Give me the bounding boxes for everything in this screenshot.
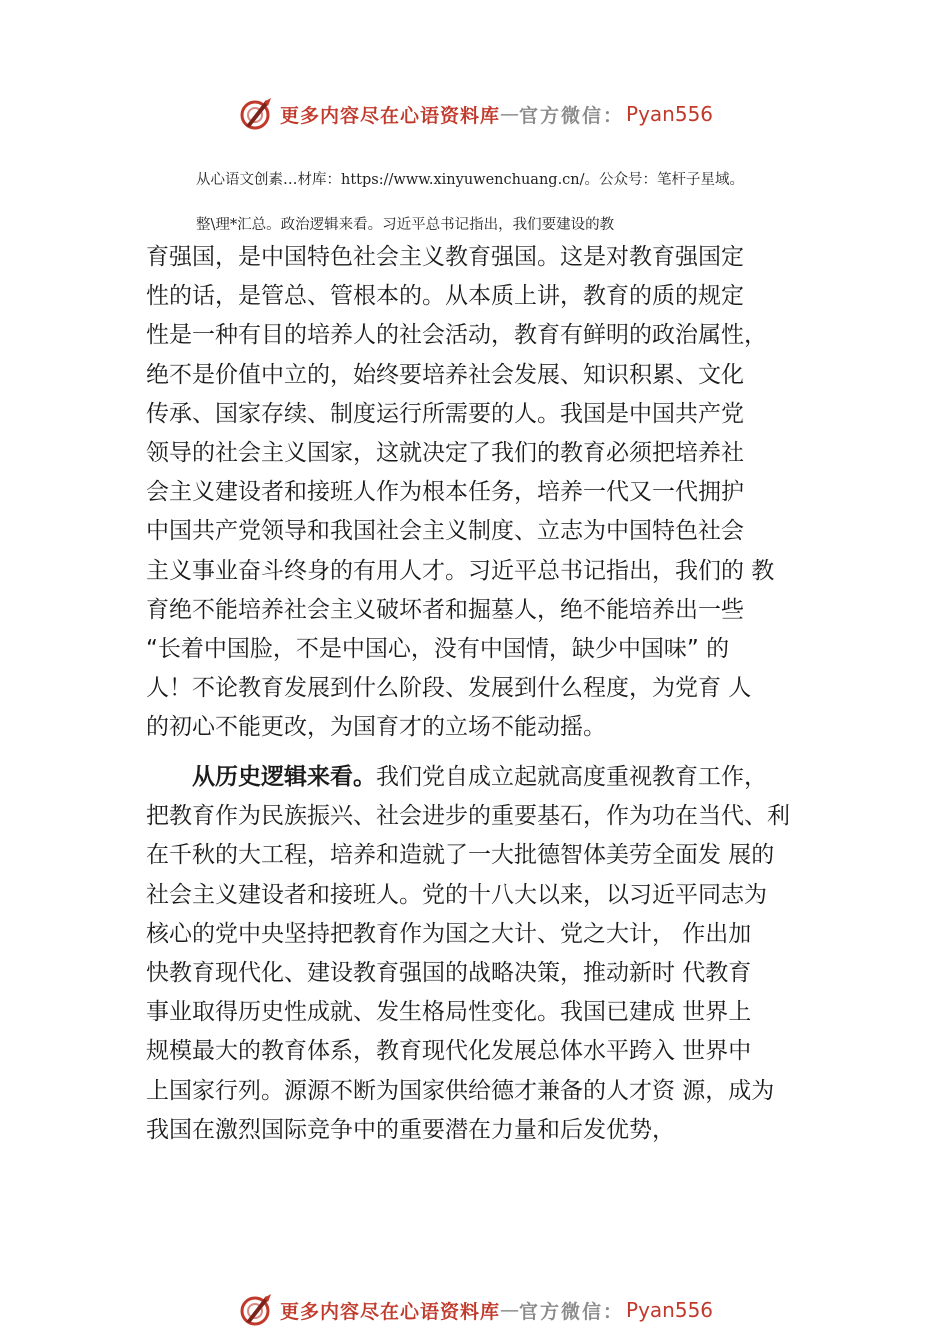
source-line-1: 从心语文创素…材库：https://www.xinyuwenchuang.cn/。公众号：笔杆子星域。 (196, 172, 745, 188)
banner-official: 官方微信： (519, 1300, 625, 1323)
text-line: 的初心不能更改，为国育才的立场不能动摇。 (146, 714, 606, 741)
paragraph-political-logic (146, 238, 846, 747)
text-line: 我国在激烈国际竞争中的重要潜在力量和后发优势， (146, 1116, 675, 1143)
text-line: “长着中国脸，不是中国心，没有中国情，缺少中国味” 的 (146, 635, 730, 662)
text-line: 事业取得历史性成就、发生格局性变化。我国已建成 世界上 (146, 999, 752, 1026)
footer-banner (238, 1290, 713, 1330)
text-line: 快教育现代化、建设教育强国的战略决策，推动新时 代教育 (146, 959, 752, 986)
text-line: 育强国，是中国特色社会主义教育强国。这是对教育强国定 (146, 244, 744, 270)
section-lead: 从历史逻辑来看。 (192, 764, 376, 790)
header-banner (238, 94, 713, 134)
text-line: 人！不论教育发展到什么阶段、发展到什么程度，为党育 人 (146, 675, 752, 702)
text-line: 中国共产党领导和我国社会主义制度、立志为中国特色社会 (146, 518, 744, 545)
banner-wechat-id: Pyan556 (626, 102, 714, 126)
text-line: 育绝不能培养社会主义破坏者和掘墓人，绝不能培养出一些 (146, 596, 744, 623)
source-line-2: 整\理*汇总。政治逻辑来看。习近平总书记指出，我们要建设的教 (196, 217, 615, 233)
text-line: 规模最大的教育体系，教育现代化发展总体水平跨入 世界中 (146, 1038, 752, 1065)
banner-brand: 更多内容尽在心语资料库 (280, 1300, 501, 1323)
text-line: 在千秋的大工程，培养和造就了一大批德智体美劳全面发 展的 (146, 842, 775, 869)
lead-rest: 我们党自成立起就高度重视教育工作， (376, 764, 767, 790)
banner-dash: — (500, 103, 520, 125)
text-line: 上国家行列。源源不断为国家供给德才兼备的人才资 源，成为 (146, 1077, 775, 1104)
banner-wechat-id: Pyan556 (626, 1298, 714, 1322)
quill-logo-icon (238, 96, 274, 132)
text-line: 传承、国家存续、制度运行所需要的人。我国是中国共产党 (146, 400, 744, 427)
text-line: 主义事业奋斗终身的有用人才。习近平总书记指出，我们的 教 (146, 557, 775, 584)
text-line: 性的话，是管总、管根本的。从本质上讲，教育的质的规定 (146, 283, 744, 310)
quill-logo-icon (238, 1292, 274, 1328)
banner-official: 官方微信： (519, 104, 625, 127)
text-line: 绝不是价值中立的，始终要培养社会发展、知识积累、文化 (146, 361, 744, 388)
text-line: 领导的社会主义国家，这就决定了我们的教育必须把培养社 (146, 439, 744, 466)
banner-brand: 更多内容尽在心语资料库 (280, 104, 501, 127)
text-line: 把教育作为民族振兴、社会进步的重要基石，作为功在当代、利 (146, 803, 790, 830)
text-line: 性是一种有目的培养人的社会活动，教育有鲜明的政治属性， (146, 322, 767, 349)
text-line: 社会主义建设者和接班人。党的十八大以来，以习近平同志为 (146, 881, 767, 908)
text-line: 会主义建设者和接班人作为根本任务，培养一代又一代拥护 (146, 479, 744, 506)
banner-dash: — (500, 1299, 520, 1321)
text-line (146, 758, 846, 797)
text-line: 核心的党中央坚持把教育作为国之大计、党之大计， 作出加 (146, 920, 752, 947)
paragraph-historical-logic (146, 758, 846, 1150)
